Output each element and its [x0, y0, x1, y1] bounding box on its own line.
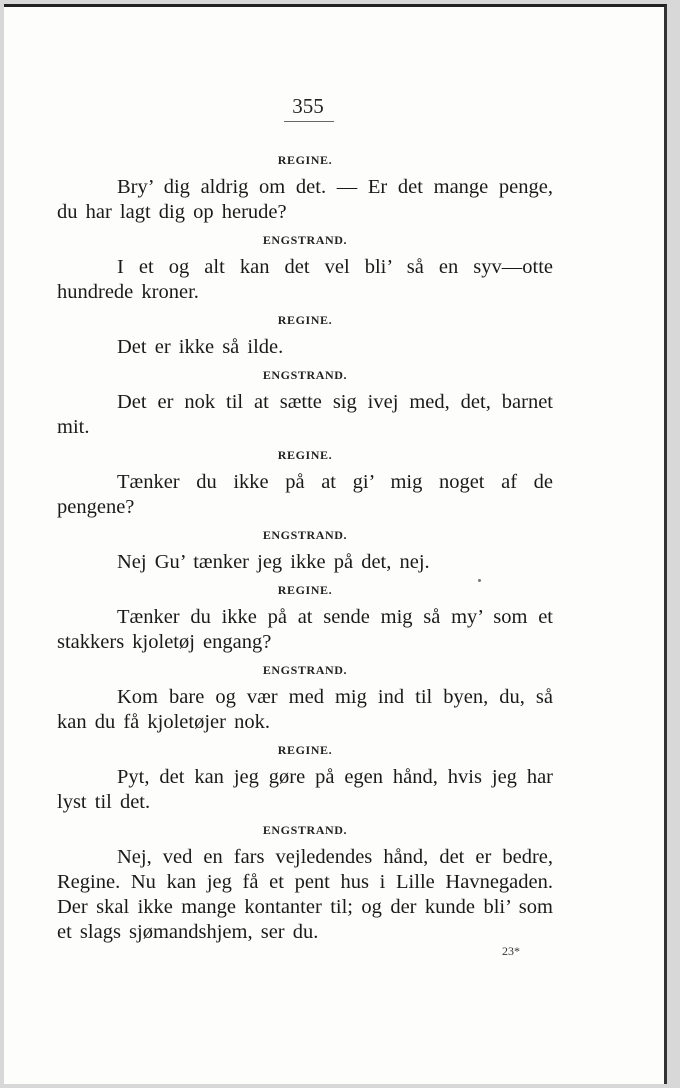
speaker-label: ENGSTRAND. — [262, 823, 348, 837]
dialogue-text — [57, 145, 553, 945]
speech-line: Tænker du ikke på at gi’ mig noget af de pengene? — [57, 471, 553, 518]
signature-mark: 23* — [502, 944, 520, 958]
speech-line: Pyt, det kan jeg gøre på egen hånd, hvis jeg har lyst til det. — [57, 766, 553, 813]
speaker-label: ENGSTRAND. — [262, 368, 348, 382]
speech-line: Det er nok til at sætte sig ivej med, det, barnet mit. — [57, 391, 553, 438]
speech-line: Det er ikke så ilde. — [117, 336, 284, 358]
page-number: 355 — [292, 94, 324, 118]
speaker-label: ENGSTRAND. — [262, 663, 348, 677]
speech-line: Tænker du ikke på at sende mig så my’ som et stakkers kjoletøj engang? — [57, 606, 553, 653]
speaker-label: ENGSTRAND. — [262, 233, 348, 247]
speaker-label: REGINE. — [277, 743, 333, 757]
speaker-label: REGINE. — [277, 448, 333, 462]
ink-speck — [478, 579, 481, 582]
speaker-label: REGINE. — [277, 583, 333, 597]
speech-line: I et og alt kan det vel bli’ så en syv—otte hundrede kroner. — [57, 256, 553, 303]
speech-line: Bry’ dig aldrig om det. — Er det mange penge, du har lagt dig op herude? — [57, 176, 553, 223]
page-number-rule — [284, 121, 334, 122]
speech-line: Kom bare og vær med mig ind til byen, du, så kan du få kjoletøjer nok. — [57, 686, 553, 733]
speaker-label: REGINE. — [277, 153, 333, 167]
speech-line: Nej Gu’ tænker jeg ikke på det, nej. — [117, 551, 430, 573]
speaker-label: ENGSTRAND. — [262, 528, 348, 542]
speaker-label: REGINE. — [277, 313, 333, 327]
speech-line: Nej, ved en fars vejledendes hånd, det er bedre, Regine. Nu kan jeg få et pent hus i Lille Havnegaden. Der skal ikke mange kontanter til; og der kunde bli’ som et slags sjømandshjem, ser du. — [57, 846, 553, 943]
